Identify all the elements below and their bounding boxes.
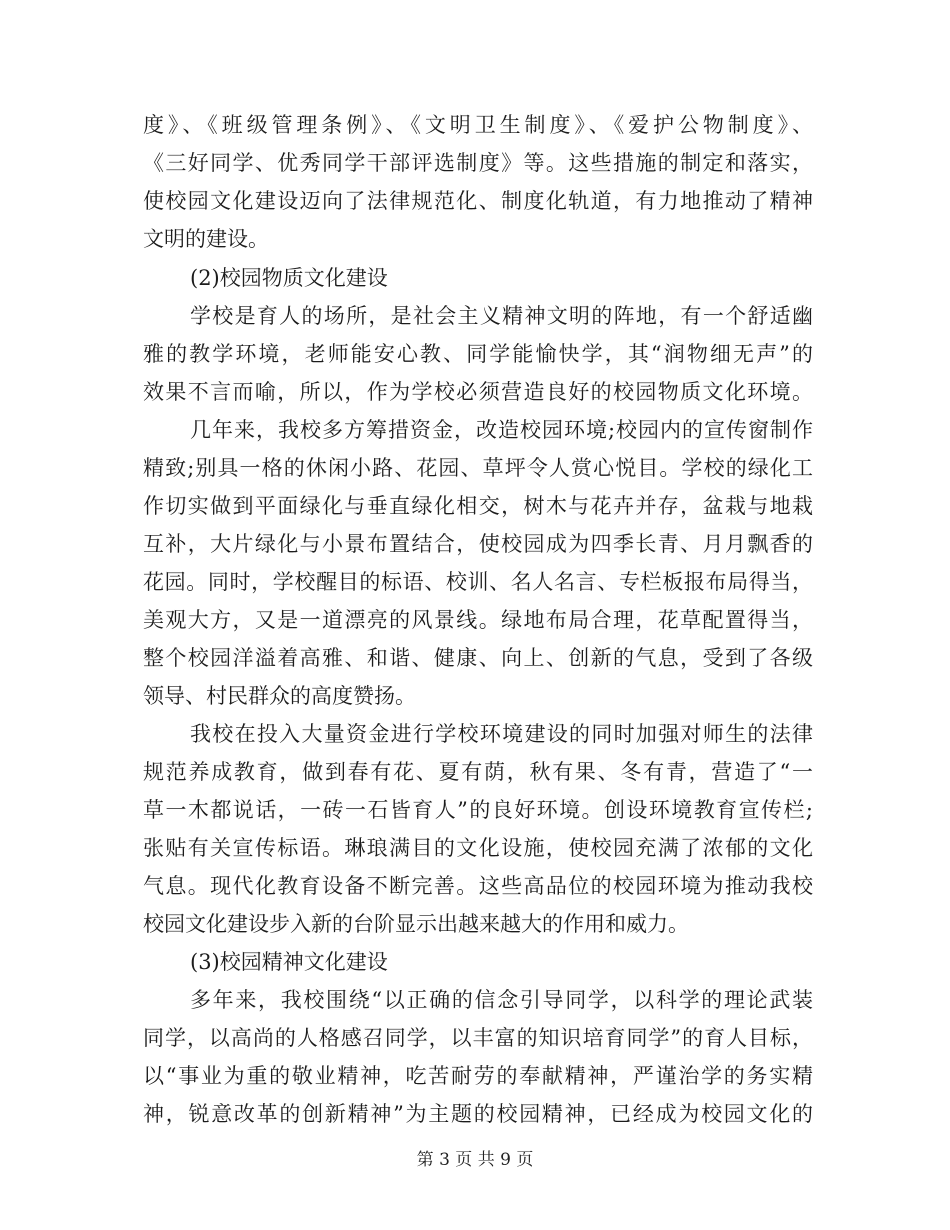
text-line: 以“事业为重的敬业精神，吃苦耐劳的奉献精神，严谨治学的务实精 — [143, 1064, 813, 1088]
text-line: 同学，以高尚的人格感召同学，以丰富的知识培育同学”的育人目标， — [143, 1026, 813, 1050]
text-line: 学校是育人的场所，是社会主义精神文明的阵地，有一个舒适幽 — [190, 304, 813, 328]
text-line: 神，锐意改革的创新精神”为主题的校园精神，已经成为校园文化的 — [143, 1102, 813, 1126]
text-line: 气息。现代化教育设备不断完善。这些高品位的校园环境为推动我校 — [143, 874, 813, 898]
text-line: 文明的建设。 — [143, 227, 269, 251]
text-line: 互补，大片绿化与小景布置结合，使校园成为四季长青、月月飘香的 — [143, 532, 813, 556]
text-line: 《三好同学、优秀同学干部评选制度》等。这些措施的制定和落实， — [143, 151, 813, 175]
text-line: 效果不言而喻，所以，作为学校必须营造良好的校园物质文化环境。 — [143, 380, 813, 404]
page-number-footer: 第 3 页 共 9 页 — [416, 1150, 534, 1170]
text-line: 草一木都说话，一砖一石皆育人”的良好环境。创设环境教育宣传栏; — [143, 798, 813, 822]
text-line: 美观大方，又是一道漂亮的风景线。绿地布局合理，花草配置得当， — [143, 608, 813, 632]
text-line: 花园。同时，学校醒目的标语、校训、名人名言、专栏板报布局得当， — [143, 570, 813, 594]
text-line: 多年来，我校围绕“以正确的信念引导同学，以科学的理论武装 — [190, 988, 813, 1012]
text-line: 精致;别具一格的休闲小路、花园、草坪令人赏心悦目。学校的绿化工 — [143, 456, 813, 480]
text-line: (2)校园物质文化建设 — [190, 266, 388, 290]
text-line: (3)校园精神文化建设 — [190, 950, 388, 974]
text-line: 使校园文化建设迈向了法律规范化、制度化轨道，有力地推动了精神 — [143, 189, 813, 213]
text-line: 校园文化建设步入新的台阶显示出越来越大的作用和威力。 — [143, 912, 689, 936]
text-line: 领导、村民群众的高度赞扬。 — [143, 684, 416, 708]
text-line: 几年来，我校多方筹措资金，改造校园环境;校园内的宣传窗制作 — [190, 418, 813, 442]
text-line: 作切实做到平面绿化与垂直绿化相交，树木与花卉并存，盆栽与地栽 — [143, 494, 813, 518]
text-line: 度》、《班级管理条例》、《文明卫生制度》、《爱护公物制度》、 — [143, 113, 813, 137]
text-line: 我校在投入大量资金进行学校环境建设的同时加强对师生的法律 — [190, 722, 813, 746]
text-line: 雅的教学环境，老师能安心教、同学能愉快学，其“润物细无声”的 — [143, 342, 813, 366]
text-line: 规范养成教育，做到春有花、夏有荫，秋有果、冬有青，营造了“一 — [143, 760, 813, 784]
text-line: 整个校园洋溢着高雅、和谐、健康、向上、创新的气息，受到了各级 — [143, 646, 813, 670]
text-line: 张贴有关宣传标语。琳琅满目的文化设施，使校园充满了浓郁的文化 — [143, 836, 813, 860]
